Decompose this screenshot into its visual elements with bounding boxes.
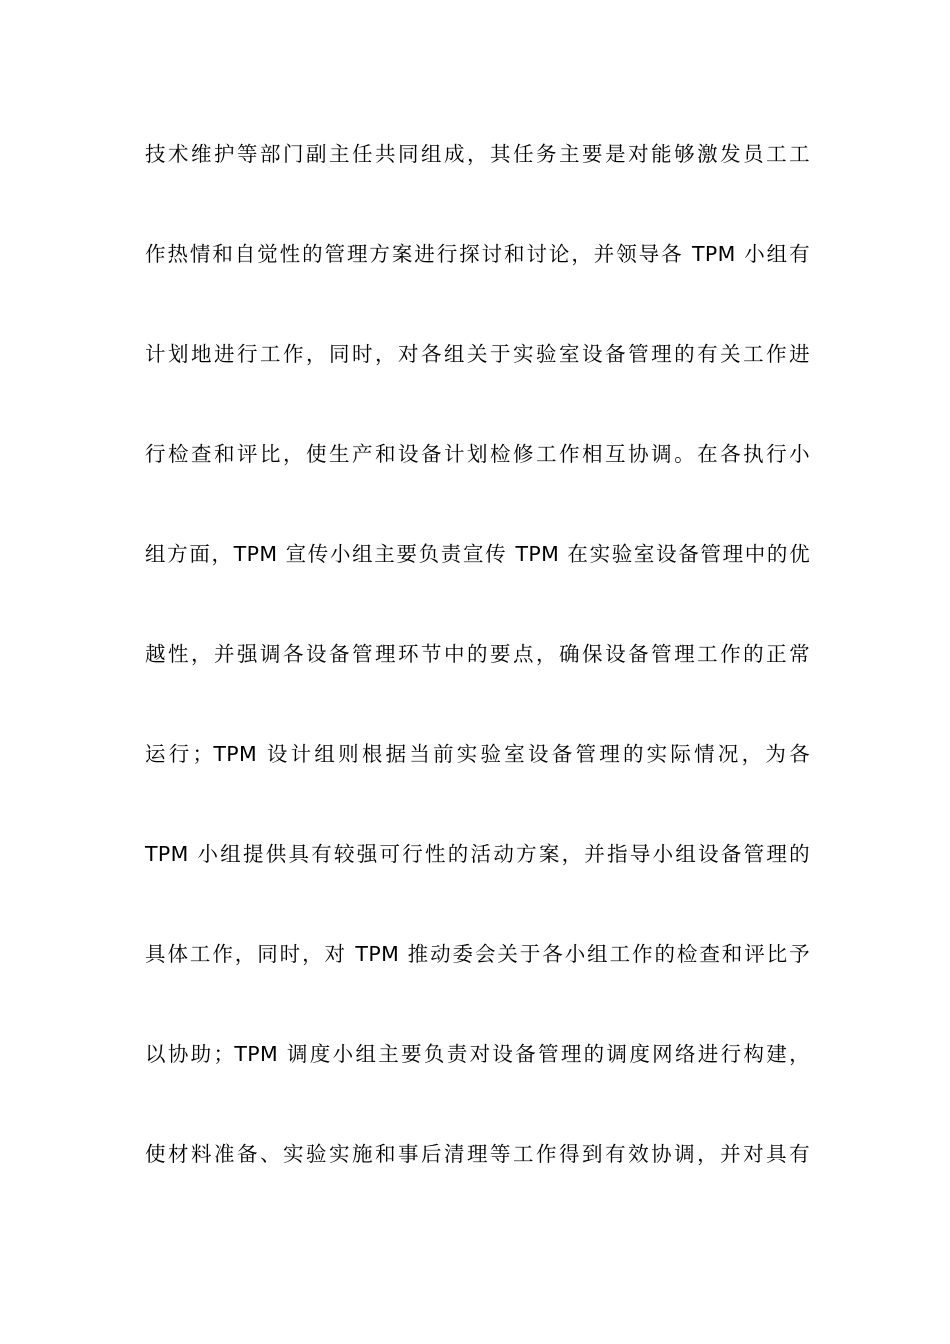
text-line: 越性，并强调各设备管理环节中的要点，确保设备管理工作的正常 [145,642,810,666]
text-line: 行检查和评比，使生产和设备计划检修工作相互协调。在各执行小 [145,442,810,466]
text-line: 作热情和自觉性的管理方案进行探讨和讨论，并领导各 TPM 小组有 [145,242,810,266]
text-line: 技术维护等部门副主任共同组成，其任务主要是对能够激发员工工 [145,142,810,166]
text-line: 组方面，TPM 宣传小组主要负责宣传 TPM 在实验室设备管理中的优 [145,542,810,566]
text-line: 计划地进行工作，同时，对各组关于实验室设备管理的有关工作进 [145,342,810,366]
text-line: 使材料准备、实验实施和事后清理等工作得到有效协调，并对具有 [145,1142,810,1166]
text-line: 具体工作，同时，对 TPM 推动委会关于各小组工作的检查和评比予 [145,942,810,966]
text-line: TPM 小组提供具有较强可行性的活动方案，并指导小组设备管理的 [145,842,810,866]
body-text [145,129,810,1229]
text-line: 以协助；TPM 调度小组主要负责对设备管理的调度网络进行构建， [145,1042,810,1066]
text-line: 运行；TPM 设计组则根据当前实验室设备管理的实际情况，为各 [145,742,810,766]
